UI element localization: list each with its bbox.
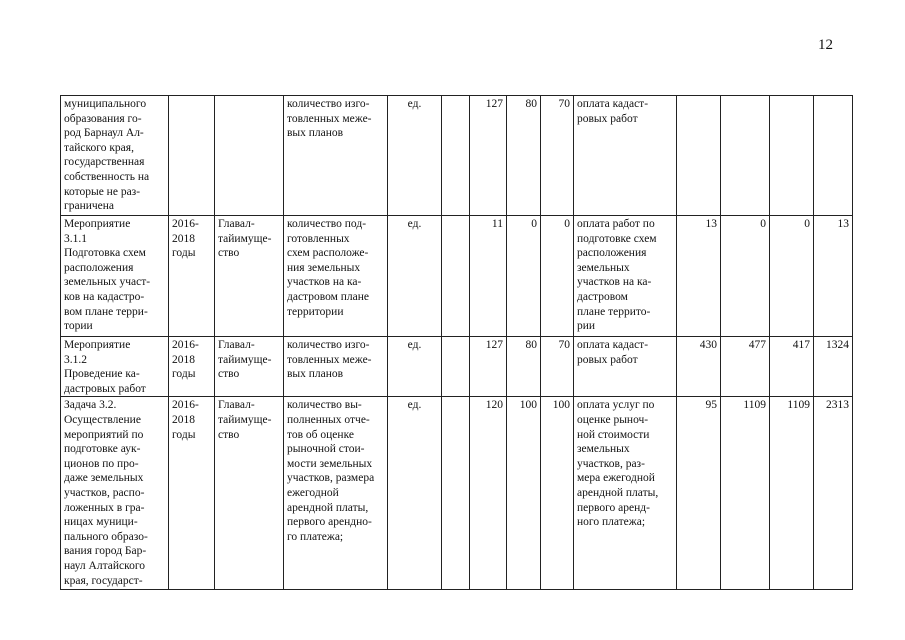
executor-cell: Главал- тайимуще- ство <box>215 397 284 590</box>
value-2017-cell: 80 <box>507 337 541 397</box>
cost-total-cell: 2313 <box>814 397 853 590</box>
value-2017-cell: 80 <box>507 96 541 216</box>
cost-2016-cell: 95 <box>677 397 721 590</box>
value-2016-cell: 127 <box>470 96 507 216</box>
measure-name-cell: Мероприятие 3.1.2 Проведение ка- дастровых работ <box>61 337 169 397</box>
period-cell: 2016- 2018 годы <box>169 216 215 337</box>
cost-2017-cell: 477 <box>721 337 770 397</box>
unit-cell: ед. <box>388 216 442 337</box>
measure-name-cell: Мероприятие 3.1.1 Подготовка схем расположения земельных участ- ков на кадастро- вом плане терри- тории <box>61 216 169 337</box>
value-2016-cell: 127 <box>470 337 507 397</box>
cost-2016-cell: 13 <box>677 216 721 337</box>
indicator-cell: количество вы- полненных отче- тов об оценке рыночной стои- мости земельных участков, размера ежегодной арендной платы, первого арендно- го платежа; <box>284 397 388 590</box>
empty-cell <box>442 216 470 337</box>
cost-2017-cell <box>721 96 770 216</box>
unit-cell: ед. <box>388 397 442 590</box>
value-2016-cell: 11 <box>470 216 507 337</box>
measure-name-cell: Задача 3.2. Осуществление мероприятий по подготовке аук- ционов по про- даже земельных участков, распо- ложенных в гра- ницах муници- пального образо- вания город Бар- наул Алтайского края, государст- <box>61 397 169 590</box>
expense-cell: оплата кадаст- ровых работ <box>574 337 677 397</box>
page-number: 12 <box>818 37 833 53</box>
period-cell: 2016- 2018 годы <box>169 337 215 397</box>
cost-total-cell: 1324 <box>814 337 853 397</box>
table-row <box>61 96 853 216</box>
value-2017-cell: 0 <box>507 216 541 337</box>
cost-2018-cell: 1109 <box>770 397 814 590</box>
expense-cell: оплата кадаст- ровых работ <box>574 96 677 216</box>
value-2017-cell: 100 <box>507 397 541 590</box>
unit-cell: ед. <box>388 96 442 216</box>
cost-2016-cell: 430 <box>677 337 721 397</box>
value-2018-cell: 70 <box>541 96 574 216</box>
cost-2017-cell: 0 <box>721 216 770 337</box>
table-row <box>61 337 853 397</box>
value-2016-cell: 120 <box>470 397 507 590</box>
executor-cell: Главал- тайимуще- ство <box>215 216 284 337</box>
unit-cell: ед. <box>388 337 442 397</box>
table-row <box>61 397 853 590</box>
cost-2018-cell: 0 <box>770 216 814 337</box>
empty-cell <box>442 96 470 216</box>
value-2018-cell: 100 <box>541 397 574 590</box>
period-cell <box>169 96 215 216</box>
cost-2018-cell <box>770 96 814 216</box>
cost-total-cell <box>814 96 853 216</box>
cost-total-cell: 13 <box>814 216 853 337</box>
empty-cell <box>442 337 470 397</box>
cost-2016-cell <box>677 96 721 216</box>
measures-table <box>60 95 853 590</box>
period-cell: 2016- 2018 годы <box>169 397 215 590</box>
executor-cell: Главал- тайимуще- ство <box>215 337 284 397</box>
indicator-cell: количество изго- товленных меже- вых планов <box>284 337 388 397</box>
table-row <box>61 216 853 337</box>
executor-cell <box>215 96 284 216</box>
indicator-cell: количество изго- товленных меже- вых планов <box>284 96 388 216</box>
indicator-cell: количество под- готовленных схем расположе- ния земельных участков на ка- дастровом плане территории <box>284 216 388 337</box>
measure-name-cell: муниципального образования го- род Барнаул Ал- тайского края, государственная собственность на которые не раз- граничена <box>61 96 169 216</box>
expense-cell: оплата услуг по оценке рыноч- ной стоимости земельных участков, раз- мера ежегодной арендной платы, первого аренд- ного платежа; <box>574 397 677 590</box>
empty-cell <box>442 397 470 590</box>
cost-2018-cell: 417 <box>770 337 814 397</box>
expense-cell: оплата работ по подготовке схем расположения земельных участков на ка- дастровом плане террито- рии <box>574 216 677 337</box>
value-2018-cell: 0 <box>541 216 574 337</box>
cost-2017-cell: 1109 <box>721 397 770 590</box>
value-2018-cell: 70 <box>541 337 574 397</box>
